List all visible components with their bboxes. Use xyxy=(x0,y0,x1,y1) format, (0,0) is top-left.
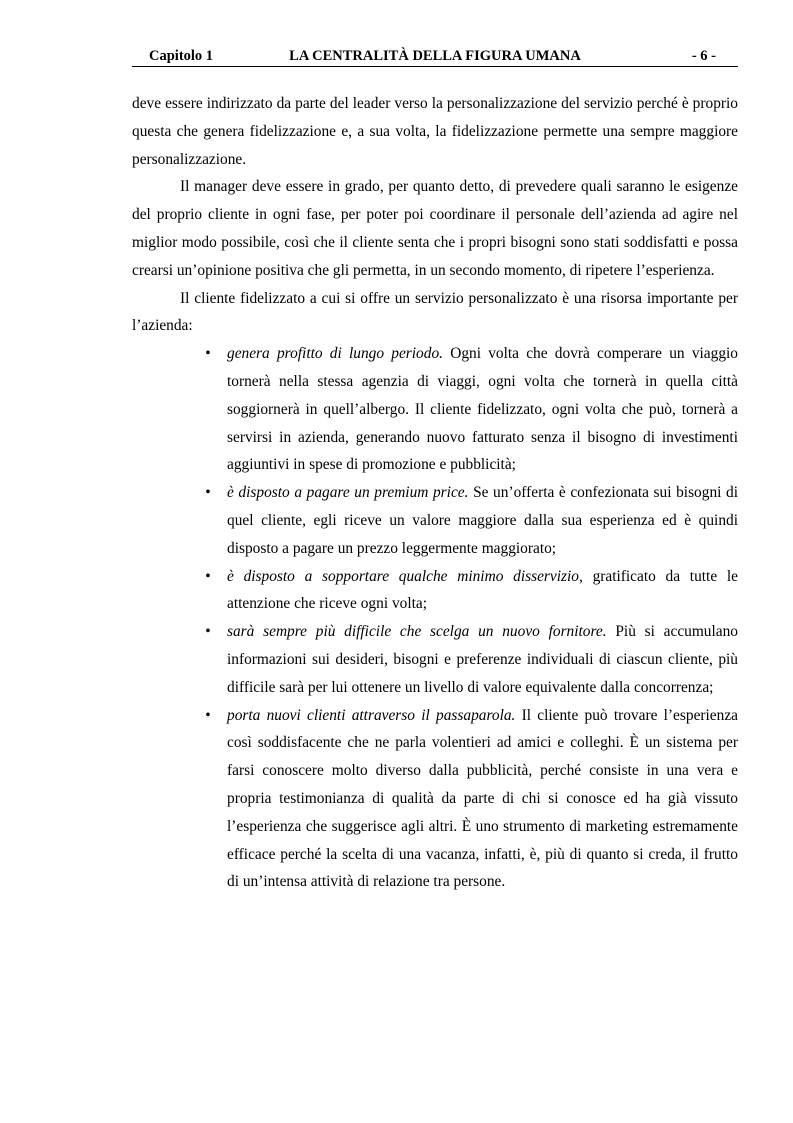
list-item xyxy=(205,702,738,897)
list-item-lead: è disposto a pagare un premium price. xyxy=(227,484,469,502)
list-item xyxy=(205,479,738,562)
list-item xyxy=(205,340,738,479)
list-item-text: Ogni volta che dovrà comperare un viaggio tornerà nella stessa agenzia di viaggi, ogni volta che tornerà in quella città soggiornerà in quell’albergo. Il cliente fidelizzato, ogni volta che può, tornerà a servirsi in azienda, generando nuovo fatturato senza il bisogno di investimenti aggiuntivi in spese di promozione e pubblicità; xyxy=(227,345,738,474)
bullet-icon: • xyxy=(205,567,211,585)
chapter-title: LA CENTRALITÀ DELLA FIGURA UMANA xyxy=(289,48,581,64)
page-header xyxy=(132,46,738,67)
list-item xyxy=(205,563,739,619)
bullet-icon: • xyxy=(205,706,211,724)
body-text xyxy=(132,90,738,896)
list-item-text: Se un’offerta è confezionata sui bisogni di quel cliente, egli riceve un valore maggiore dalla sua esperienza ed è quindi disposto a pagare un prezzo leggermente maggiorato; xyxy=(227,484,738,557)
list-item-lead: è disposto a sopportare qualche minimo disservizio, xyxy=(227,567,583,585)
page-number: - 6 - xyxy=(691,48,716,64)
paragraph: Il manager deve essere in grado, per quanto detto, di prevedere quali saranno le esigenze del proprio cliente in ogni fase, per poter poi coordinare il personale dell’azienda ad agire nel miglior modo possibile, così che il cliente senta che i propri bisogni sono stati soddisfatti e possa crearsi un’opinione positiva che gli permetta, in un secondo momento, di ripetere l’esperienza. xyxy=(132,178,738,279)
list-item-text: Il cliente può trovare l’esperienza così soddisfacente che ne parla volentieri ad amici e colleghi. È un sistema per farsi conoscere molto diverso dalla pubblicità, perché consiste in una vera e propria testimonianza di qualità da parte di chi si conosce ed ha già vissuto l’esperienza che suggerisce agli altri. È uno strumento di marketing estremamente efficace perché la scelta di una vacanza, infatti, è, più di quanto si creda, il frutto di un’intensa attività di relazione tra persone. xyxy=(227,706,738,891)
list-item-lead: porta nuovi clienti attraverso il passaparola. xyxy=(227,706,516,724)
list-item xyxy=(205,618,739,701)
paragraph: deve essere indirizzato da parte del leader verso la personalizzazione del servizio perché è proprio questa che genera fidelizzazione e, a sua volta, la fidelizzazione permette una sempre maggiore personalizzazione. xyxy=(132,95,738,168)
paragraph: Il cliente fidelizzato a cui si offre un servizio personalizzato è una risorsa importante per l’azienda: xyxy=(132,289,738,335)
list-item-text: gratificato da tutte le attenzione che riceve ogni volta; xyxy=(227,567,739,613)
bullet-icon: • xyxy=(205,345,211,363)
list-item-lead: genera profitto di lungo periodo. xyxy=(227,345,443,363)
chapter-label: Capitolo 1 xyxy=(149,48,214,64)
bullet-list xyxy=(132,340,738,896)
list-item-lead: sarà sempre più difficile che scelga un nuovo fornitore. xyxy=(227,623,607,641)
bullet-icon: • xyxy=(205,623,211,641)
bullet-icon: • xyxy=(205,484,211,502)
list-item-text: Più si accumulano informazioni sui desideri, bisogni e preferenze individuali di ciascun cliente, più difficile sarà per lui ottenere un livello di valore equivalente dalla concorrenza; xyxy=(227,623,739,696)
